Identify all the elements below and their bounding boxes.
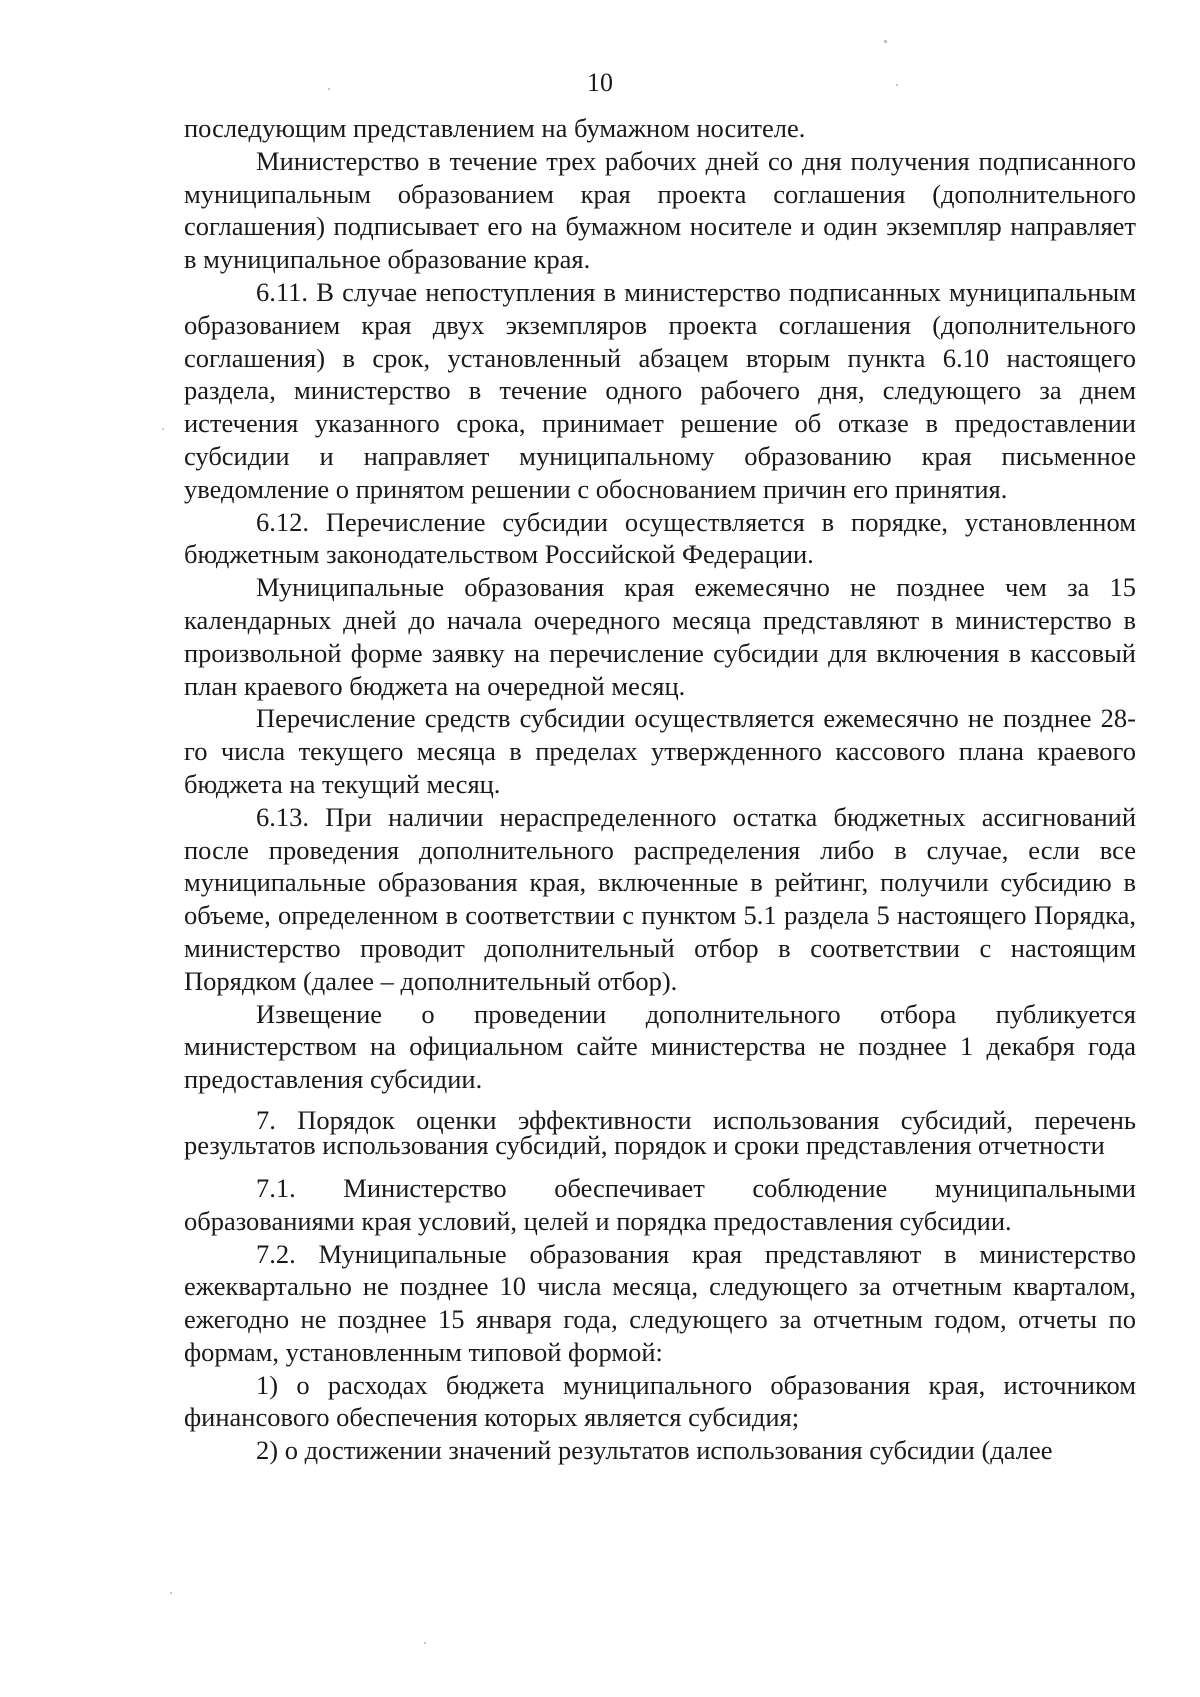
list-item-1: 1) о расходах бюджета муниципального образования края, источником финансового обеспечения которых является субсидия;	[184, 1369, 1136, 1433]
document-body	[184, 112, 1136, 1467]
paragraph: Министерство в течение трех рабочих дней со дня получения подписанного муниципальным образованием края проекта соглашения (дополнительного соглашения) подписывает его на бумажном носителе и один экземпляр направляет в муниципальное образование края.	[184, 145, 1136, 275]
paragraph-6-12: 6.12. Перечисление субсидии осуществляется в порядке, установленном бюджетным законодательством Российской Федерации.	[184, 506, 1136, 570]
section-heading-7: 7. Порядок оценки эффективности использования субсидий, перечень результатов использования субсидий, порядок и сроки представления отчетности	[184, 1104, 1136, 1160]
paragraph-continuation: последующим представлением на бумажном носителе.	[184, 113, 806, 143]
scan-speck	[162, 428, 164, 430]
scan-speck	[884, 40, 887, 43]
paragraph-6-13: 6.13. При наличии нераспределенного остатка бюджетных ассигнований после проведения дополнительного распределения либо в случае, если все муниципальные образования края, включенные в рейтинг, получили субсидию в объеме, определенном в соответствии с пунктом 5.1 раздела 5 настоящего Порядка, министерство проводит дополнительный отбор в соответствии с настоящим Порядком (далее – дополнительный отбор).	[184, 801, 1136, 996]
paragraph: Извещение о проведении дополнительного отбора публикуется министерством на официальном сайте министерства не позднее 1 декабря года предоставления субсидии.	[184, 998, 1136, 1095]
paragraph-7-2: 7.2. Муниципальные образования края представляют в министерство ежеквартально не позднее 10 числа месяца, следующего за отчетным кварталом, ежегодно не позднее 15 января года, следующего за отчетным годом, отчеты по формам, установленным типовой формой:	[184, 1238, 1136, 1367]
page-number: 10	[587, 68, 613, 97]
paragraph: Муниципальные образования края ежемесячно не позднее чем за 15 календарных дней до начала очередного месяца представляют в министерство в произвольной форме заявку на перечисление субсидии для включения в кассовый план краевого бюджета на очередной месяц.	[184, 572, 1136, 701]
list-item-2: 2) о достижении значений результатов использования субсидии (далее	[256, 1435, 1053, 1466]
paragraph-6-11: 6.11. В случае непоступления в министерство подписанных муниципальным образованием края двух экземпляров проекта соглашения (дополнительного соглашения) в срок, установленный абзацем вторым пункта 6.10 настоящего раздела, министерство в течение одного рабочего дня, следующего за днем истечения указанного срока, принимает решение об отказе в предоставлении субсидии и направляет муниципальному образованию края письменное уведомление о принятом решении с обоснованием причин его принятия.	[184, 276, 1136, 504]
scan-speck	[170, 1592, 172, 1594]
scan-speck	[328, 88, 330, 90]
scan-speck	[896, 84, 898, 86]
paragraph: Перечисление средств субсидии осуществляется ежемесячно не позднее 28-го числа текущего месяца в пределах утвержденного кассового плана краевого бюджета на текущий месяц.	[184, 703, 1136, 799]
scan-speck	[424, 1642, 426, 1644]
paragraph-7-1: 7.1. Министерство обеспечивает соблюдение муниципальными образованиями края условий, целей и порядка предоставления субсидии.	[184, 1172, 1136, 1236]
